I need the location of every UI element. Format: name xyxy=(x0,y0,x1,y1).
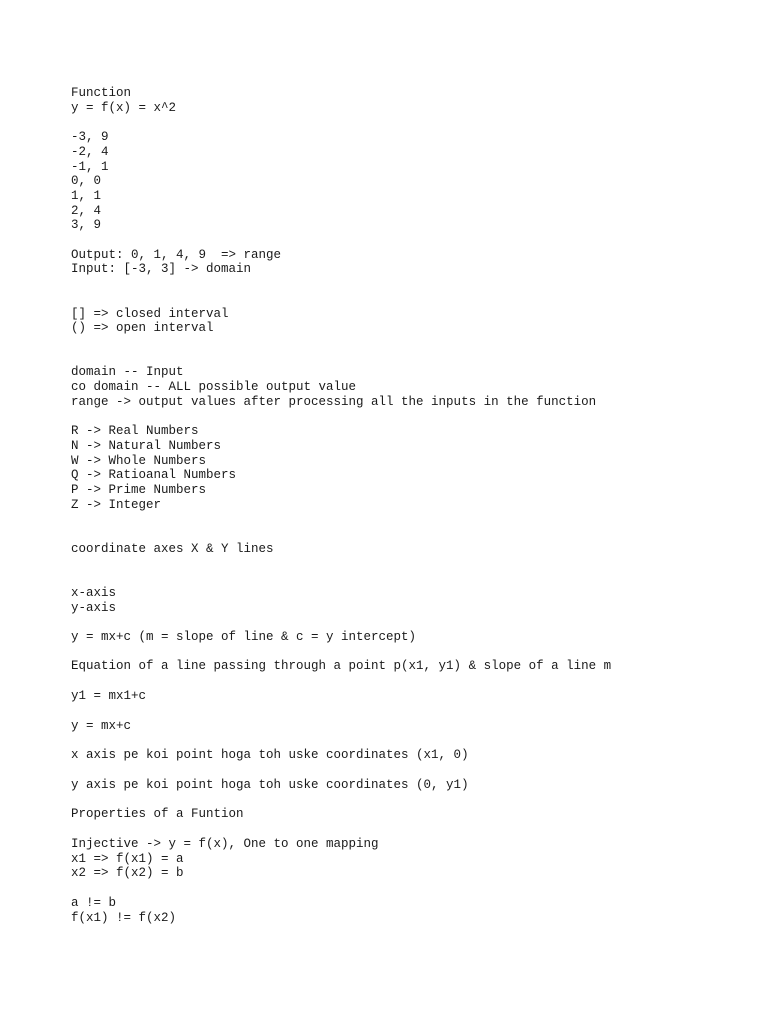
blank-line xyxy=(71,336,751,365)
text-line: 1, 1 xyxy=(71,188,102,203)
blank-line xyxy=(71,615,751,630)
text-line: 3, 9 xyxy=(71,218,102,233)
blank-line xyxy=(71,233,751,248)
blank-line xyxy=(71,704,751,719)
text-line: () => open interval xyxy=(71,321,214,336)
text-line: f(x1) != f(x2) xyxy=(71,910,177,925)
document-page xyxy=(71,86,751,925)
text-line: Input: [-3, 3] -> domain xyxy=(71,262,252,277)
text-line: Function xyxy=(71,86,132,100)
text-line: -1, 1 xyxy=(71,159,109,174)
text-line: R -> Real Numbers xyxy=(71,424,199,439)
blank-line xyxy=(71,881,751,896)
text-line: y1 = mx1+c xyxy=(71,689,147,704)
blank-line xyxy=(71,277,751,306)
text-line: Equation of a line passing through a point p(x1, y1) & slope of a line m xyxy=(71,659,612,674)
blank-line xyxy=(71,793,751,808)
text-line: Injective -> y = f(x), One to one mapping xyxy=(71,837,379,852)
text-line: y axis pe koi point hoga toh uske coordinates (0, y1) xyxy=(71,777,469,792)
blank-line xyxy=(71,556,751,585)
blank-line xyxy=(71,115,751,130)
blank-line xyxy=(71,763,751,778)
text-line: Properties of a Funtion xyxy=(71,807,244,822)
text-line: [] => closed interval xyxy=(71,306,229,321)
text-line: x axis pe koi point hoga toh uske coordinates (x1, 0) xyxy=(71,748,469,763)
text-line: P -> Prime Numbers xyxy=(71,482,207,497)
text-line: W -> Whole Numbers xyxy=(71,453,207,468)
text-line: x1 => f(x1) = a xyxy=(71,851,184,866)
text-line: Output: 0, 1, 4, 9 => range xyxy=(71,247,282,262)
text-line: N -> Natural Numbers xyxy=(71,438,222,453)
text-line: -2, 4 xyxy=(71,144,109,159)
blank-line xyxy=(71,674,751,689)
blank-line xyxy=(71,409,751,424)
text-line: co domain -- ALL possible output value xyxy=(71,380,357,394)
blank-line xyxy=(71,645,751,660)
text-line: y = mx+c (m = slope of line & c = y intercept) xyxy=(71,629,417,644)
text-line: Q -> Ratioanal Numbers xyxy=(71,468,237,483)
text-line: range -> output values after processing all the inputs in the function xyxy=(71,394,597,409)
text-line: Z -> Integer xyxy=(71,497,162,512)
blank-line xyxy=(71,733,751,748)
blank-line xyxy=(71,512,751,541)
text-line: 2, 4 xyxy=(71,203,102,218)
text-line: -3, 9 xyxy=(71,130,109,145)
text-line: x2 => f(x2) = b xyxy=(71,866,184,881)
text-line: y-axis xyxy=(71,600,117,615)
text-line: x-axis xyxy=(71,585,117,600)
text-line: coordinate axes X & Y lines xyxy=(71,541,274,556)
text-line: y = f(x) = x^2 xyxy=(71,100,177,115)
text-line: y = mx+c xyxy=(71,718,132,733)
text-line: domain -- Input xyxy=(71,365,184,380)
blank-line xyxy=(71,822,751,837)
text-line: 0, 0 xyxy=(71,174,102,189)
text-line: a != b xyxy=(71,895,117,910)
